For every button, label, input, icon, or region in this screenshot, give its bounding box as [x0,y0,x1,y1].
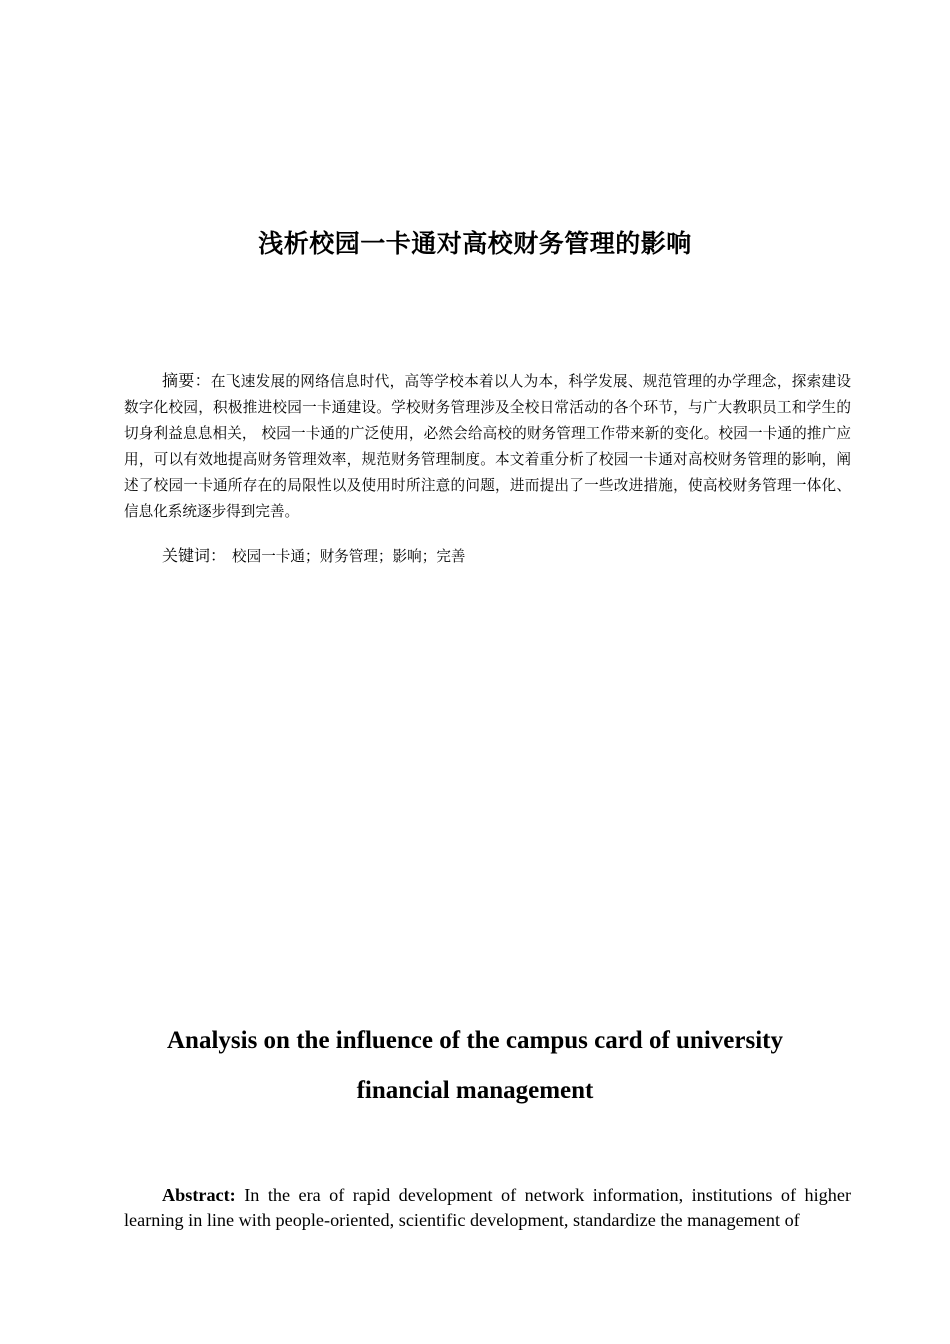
chinese-abstract-label: 摘要： [162,371,211,390]
chinese-keywords-text: 校园一卡通；财务管理；影响；完善 [232,548,466,565]
chinese-title: 浅析校园一卡通对高校财务管理的影响 [258,229,692,258]
english-title [0,1016,950,1116]
chinese-keywords-label: 关键词： [162,546,227,565]
chinese-keywords [162,543,862,570]
english-title-line-1: Analysis on the influence of the campus card of university [167,1027,783,1054]
chinese-abstract [124,368,851,525]
english-title-line-2: financial management [356,1077,594,1104]
english-abstract-label: Abstract: [162,1185,236,1205]
english-abstract-text: In the era of rapid development of network information, institutions of higher learning in line with people-oriented, scientific development, standardize the management of [124,1185,851,1230]
chinese-abstract-text: 在飞速发展的网络信息时代，高等学校本着以人为本，科学发展、规范管理的办学理念，探索建设数字化校园，积极推进校园一卡通建设。学校财务管理涉及全校日常活动的各个环节，与广大教职员工和学生的切身利益息息相关， 校园一卡通的广泛使用，必然会给高校的财务管理工作带来新的变化。校园一卡通的推广应用，可以有效地提高财务管理效率，规范财务管理制度。本文着重分析了校园一卡通对高校财务管理的影响，阐述了校园一卡通所存在的局限性以及使用时所注意的问题，进而提出了一些改进措施，使高校财务管理一体化、信息化系统逐步得到完善。 [124,373,851,520]
english-abstract [124,1183,851,1233]
